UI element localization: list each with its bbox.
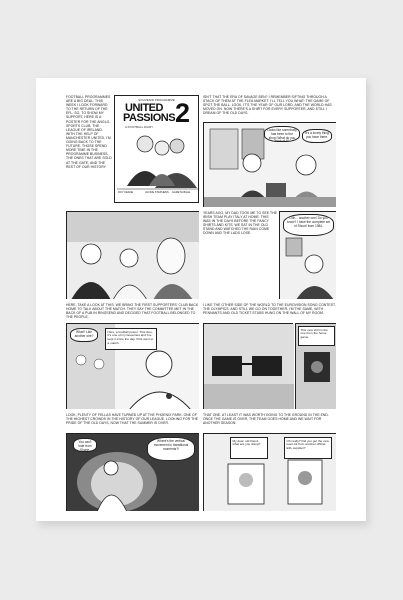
panel-1-narration: FOOTBALL PROGRAMMES ARE A BIG DEAL. THIS WEEK I LOOK FORWARD TO THE RETURN OF THE EFL. SO, TO SHOW MY SUPPORT, HERE IS A POSTER FOR THE ANGLO-SPORTS CLUB. THE LEAGUE OF IRELAND. WITH THE HELP OF MANCHESTER UNITED, I'M GOING BACK TO THE FUTURE. THOSE SPEND MORE TIME IN THE PROGRAMME BUSINESS, THE ONES THAT ARE SOLD AT THE GATE, AND THE REST OF OUR HISTORY. <box>66 95 112 169</box>
poster-figures-illustration <box>115 96 199 204</box>
panel-9 <box>203 413 336 511</box>
panel-4-narration: HERE, TAKE A LOOK AT THIS. WE BRING THE FIRST SUPPORTERS' CLUB BACK HOME TO TALK ABOUT THE MATCH. THEY SAY THE COMMITTEE MET IN THE BACK OF A PUB IN RINGSEND AND DECIDED THAT FOOTBALL BELONGED TO THE PEOPLE. <box>66 303 199 320</box>
caption-box: Oh really? Did you get the new team kit from another official EFL supplier? <box>284 437 332 459</box>
panel-3 <box>66 211 199 299</box>
speech-bubble: Looks like somebody has been to the shop! What do you think of it? <box>264 126 300 142</box>
panel-6 <box>203 303 336 409</box>
poster-title-line1: UNITED <box>125 102 163 114</box>
panel-9-narration: THAT ONE. AT LEAST IT WAS WORTH GOING TO THE GROUND IN THE END. ONCE THE GAME IS OVER, THE TEAM GOES HOME AND WE WAIT FOR ANOTHER SEASON. <box>203 413 329 426</box>
panel-1 <box>66 95 199 207</box>
comic-print-page <box>36 78 366 521</box>
speech-bubble: It's a lovely thing you have there. <box>302 129 332 143</box>
caption-box: This new shirt is the one from the home game. <box>298 326 335 346</box>
speech-bubble: Ooh... another one! Do you know? I have the complete set of Shoot! from 1984. <box>283 214 334 236</box>
programme-poster <box>114 95 199 203</box>
panel-3-narration: YEARS AGO, MY DAD TOOK ME TO SEE THE IRISH TEAM PLAY ITALY AT HOME. THIS WAS IN THE DAYS BEFORE THE FANCY SHIRTS AND KITS. WE SAT IN THE OLD STAND AND WATCHED THE RAIN COME DOWN AND THE LADS LOSE. <box>203 211 277 236</box>
caption-box: Here, a football poster. This time, it's one of my favourites and I've kept it since the day I first went to a match. <box>105 328 157 350</box>
panel-7-art <box>295 323 336 409</box>
poster-name-3: GARETH BALE <box>172 191 191 194</box>
panel-2-art <box>203 122 336 207</box>
poster-title-line2: PASSIONS <box>123 112 176 124</box>
panel-2-narration: ISN'T THAT THE ERA OF SAVAGE BEN? I REMEMBER SIFTING THROUGH A STACK OF THEM AT THE FLEA MARKET. I'LL TELL YOU WHAT: THE GAME OF SPOT THE BALL. LOOK, IT'S THE YEAR OF OUR LORD, AND THE WORLD HAS MOVED ON. NOW THERE'S A SHIRT FOR EVERY SUPPORTER, AND STILL I DREAM OF THE OLD DAYS. <box>203 95 332 116</box>
poster-subtitle: A FOOTBALL DIARY <box>125 125 154 129</box>
panel-9-art <box>203 433 336 511</box>
panel-5 <box>66 303 199 409</box>
panel-5-art <box>66 323 199 409</box>
speech-bubble: You can't hide from Shane. <box>73 438 97 452</box>
panel-5-narration: I LIKE THE OTHER SIDE OF THE WORLD TO THE EUROVISION SONG CONTEST, THE OLYMPICS. AND STILL WE GO ON TOGETHER. I'M THE SAME, WITH PENNANTS AND OLD TICKET STUBS HUNG ON THE WALL OF MY ROOM. <box>203 303 336 316</box>
panel-3-art <box>66 211 199 299</box>
panel-2 <box>203 95 336 207</box>
panel-4-art <box>279 211 336 299</box>
closeup-glasses-illustration <box>204 324 294 409</box>
speech-bubble: What? Like another one? <box>70 328 98 342</box>
poster-name-2: JACKIE STEPHENS <box>145 191 169 194</box>
panel-8 <box>66 413 199 511</box>
fans-and-mascot-illustration <box>67 212 199 299</box>
speech-bubble: Where's the vertical movement in transitional moments?! <box>147 437 195 461</box>
poster-top-label: SOUVENIR PROGRAMME <box>138 98 175 102</box>
panel-4 <box>203 211 336 299</box>
panel-8-art <box>66 433 199 511</box>
comic-grid <box>66 95 336 511</box>
poster-number: 2 <box>175 98 191 128</box>
poster-name-1: ROY KEANE <box>118 191 134 194</box>
panel-6-art <box>203 323 293 409</box>
panel-8-narration: LOOK, PLENTY OF FELLAS HAVE TURNED UP AT THE PHOENIX PARK. ONE OF THE HIGHEST CROWDS IN THE HISTORY OF OUR LEAGUE, LOOKING FOR THE PRIDE OF THE OLD DAYS, NOW THAT THE SUMMER IS OVER. <box>66 413 199 426</box>
caption-box: My dear, old friend, what are you doing? <box>230 437 268 459</box>
